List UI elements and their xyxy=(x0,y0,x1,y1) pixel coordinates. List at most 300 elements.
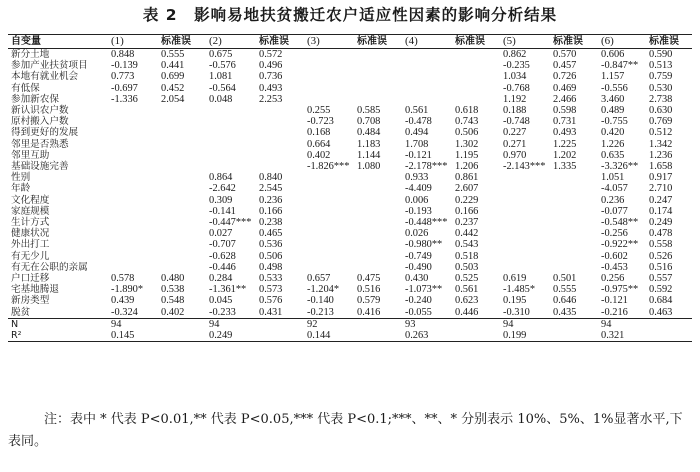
table-cell xyxy=(256,318,304,330)
table-cell: 0.861 xyxy=(455,172,479,184)
row-label: R² xyxy=(11,330,22,342)
table-cell: 0.538 xyxy=(161,284,185,296)
table-cell xyxy=(158,262,206,273)
table-cell: 0.516 xyxy=(649,261,673,273)
table-cell: -2.143*** xyxy=(503,161,546,173)
table-cell: 0.555 xyxy=(161,49,185,60)
table-cell: 0.592 xyxy=(649,284,673,296)
table-cell: 0.525 xyxy=(455,273,479,285)
table-cell: -0.602 xyxy=(601,250,628,262)
table-cell: 0.435 xyxy=(553,306,577,318)
table-cell: 1.080 xyxy=(357,161,381,173)
table-cell xyxy=(550,206,598,217)
table-cell: 0.618 xyxy=(455,105,479,117)
table-cell: 1.192 xyxy=(503,93,527,105)
table-cell: 1.157 xyxy=(601,71,625,83)
table-cell: 0.533 xyxy=(259,273,283,285)
table-cell: -0.707 xyxy=(209,239,236,251)
table-cell: 0.598 xyxy=(553,105,577,117)
table-row xyxy=(8,116,692,127)
table-cell xyxy=(108,217,158,228)
table-cell xyxy=(354,49,402,61)
table-note: 注：表中 * 代表 P<0.01,** 代表 P<0.05,*** 代表 P<0.1;***、**、* 分别表示 10%、5%、1%显著水平,下表同。 xyxy=(8,412,683,449)
table-cell xyxy=(550,195,598,206)
table-cell: 0.623 xyxy=(455,295,479,307)
table-cell xyxy=(108,150,158,161)
table-row xyxy=(8,295,692,306)
table-row xyxy=(8,105,692,116)
table-cell: -0.213 xyxy=(307,306,334,318)
table-cell xyxy=(402,83,452,94)
table-cell: 0.561 xyxy=(405,105,429,117)
regression-table xyxy=(8,34,692,342)
table-cell: 0.475 xyxy=(357,273,381,285)
table-cell xyxy=(500,239,550,250)
table-cell: -1.336 xyxy=(111,93,138,105)
table-cell: -2.178*** xyxy=(405,161,448,173)
header-std-error: 标准误 xyxy=(158,35,206,49)
table-cell: -0.975** xyxy=(601,284,639,296)
table-cell: 2.607 xyxy=(455,183,479,195)
table-cell: 0.271 xyxy=(503,138,527,150)
table-cell: 0.402 xyxy=(307,149,331,161)
table-title: 表 2 影响易地扶贫搬迁农户适应性因素的影响分析结果 xyxy=(142,6,558,24)
row-label: 邻里互助 xyxy=(11,149,50,161)
table-cell: 2.253 xyxy=(259,93,283,105)
row-label: 外出打工 xyxy=(11,239,50,251)
table-cell xyxy=(256,105,304,116)
table-cell xyxy=(256,127,304,138)
table-cell: 0.657 xyxy=(307,273,331,285)
table-cell: -1.485* xyxy=(503,284,536,296)
table-cell xyxy=(354,262,402,273)
table-cell xyxy=(354,228,402,239)
table-row xyxy=(8,273,692,284)
table-cell xyxy=(550,251,598,262)
table-cell: -1.826*** xyxy=(307,161,350,173)
table-cell: 0.321 xyxy=(601,330,625,342)
table-cell: 0.518 xyxy=(455,250,479,262)
table-cell xyxy=(452,83,500,94)
table-cell: 0.579 xyxy=(357,295,381,307)
table-cell: 94 xyxy=(108,318,158,330)
table-cell: -0.240 xyxy=(405,295,432,307)
table-row xyxy=(8,94,692,105)
table-row xyxy=(8,284,692,295)
table-cell: -0.749 xyxy=(405,250,432,262)
table-cell: 0.484 xyxy=(357,127,381,139)
table-cell xyxy=(108,105,158,116)
table-cell xyxy=(158,318,206,330)
table-cell: 94 xyxy=(500,318,550,330)
table-cell: 1.051 xyxy=(601,172,625,184)
table-cell xyxy=(304,262,354,273)
table-cell: 0.743 xyxy=(455,116,479,128)
table-cell xyxy=(256,116,304,127)
table-cell: 0.229 xyxy=(455,194,479,206)
table-cell: -4.057 xyxy=(601,183,628,195)
table-cell xyxy=(354,330,402,342)
table-cell: 0.513 xyxy=(649,60,673,72)
table-cell: 2.545 xyxy=(259,183,283,195)
table-cell xyxy=(256,150,304,161)
table-cell xyxy=(256,161,304,172)
row-label: 有低保 xyxy=(11,82,40,94)
table-cell: -0.768 xyxy=(503,82,530,94)
table-cell: 1.302 xyxy=(455,138,479,150)
table-cell xyxy=(354,217,402,228)
table-cell: 0.512 xyxy=(649,127,673,139)
table-cell xyxy=(354,94,402,105)
table-cell: 0.585 xyxy=(357,105,381,117)
table-cell: 0.543 xyxy=(455,239,479,251)
table-cell xyxy=(354,71,402,82)
table-cell: 0.635 xyxy=(601,149,625,161)
table-cell xyxy=(108,195,158,206)
header-variable: 自变量 xyxy=(8,35,108,49)
table-cell: 0.506 xyxy=(455,127,479,139)
row-label: 新认识农户数 xyxy=(11,105,69,117)
table-cell xyxy=(354,251,402,262)
table-cell: -0.310 xyxy=(503,306,530,318)
table-cell: 0.862 xyxy=(503,49,527,60)
table-row xyxy=(8,195,692,206)
header-row xyxy=(8,35,692,49)
table-cell: -0.141 xyxy=(209,205,236,217)
table-cell: 0.503 xyxy=(455,261,479,273)
table-cell: 0.646 xyxy=(553,295,577,307)
table-cell: 94 xyxy=(206,318,256,330)
row-label: 基础设施完善 xyxy=(11,161,69,173)
table-cell: 0.498 xyxy=(259,261,283,273)
table-cell: -0.121 xyxy=(405,149,432,161)
table-cell: 0.309 xyxy=(209,194,233,206)
row-label: 有无在公职的亲属 xyxy=(11,261,88,273)
table-row xyxy=(8,83,692,94)
table-row xyxy=(8,71,692,82)
table-cell: -0.447*** xyxy=(209,217,252,229)
table-cell xyxy=(206,150,256,161)
table-cell: -4.409 xyxy=(405,183,432,195)
table-row xyxy=(8,217,692,228)
table-cell: -0.576 xyxy=(209,60,236,72)
table-cell xyxy=(646,330,692,342)
table-cell: 0.166 xyxy=(259,205,283,217)
table-cell: 0.572 xyxy=(259,49,283,60)
table-cell: 0.769 xyxy=(649,116,673,128)
table-cell: 0.573 xyxy=(259,284,283,296)
table-cell: 0.684 xyxy=(649,295,673,307)
table-cell: 1.081 xyxy=(209,71,233,83)
table-cell xyxy=(256,330,304,342)
table-cell xyxy=(500,217,550,228)
table-cell: -0.556 xyxy=(601,82,628,94)
table-cell: 0.469 xyxy=(553,82,577,94)
table-cell: 0.145 xyxy=(111,330,135,342)
table-cell: 1.202 xyxy=(553,149,577,161)
table-cell xyxy=(500,228,550,239)
table-cell xyxy=(646,318,692,330)
row-label: 宅基地腾退 xyxy=(11,284,59,296)
table-cell: 0.493 xyxy=(553,127,577,139)
table-cell xyxy=(354,239,402,250)
table-cell: -0.324 xyxy=(111,306,138,318)
table-cell xyxy=(304,217,354,228)
table-row xyxy=(8,318,692,330)
table-cell xyxy=(108,251,158,262)
table-cell: 1.335 xyxy=(553,161,577,173)
table-cell: 0.027 xyxy=(209,228,233,240)
table-row xyxy=(8,307,692,319)
table-cell: 0.416 xyxy=(357,306,381,318)
table-cell xyxy=(304,83,354,94)
table-cell: 0.045 xyxy=(209,295,233,307)
table-row xyxy=(8,139,692,150)
table-row xyxy=(8,206,692,217)
row-label: 原村搬入户数 xyxy=(11,116,69,128)
row-label: 有无少儿 xyxy=(11,250,50,262)
table-cell: -0.697 xyxy=(111,82,138,94)
table-cell xyxy=(256,139,304,150)
table-cell: 0.188 xyxy=(503,105,527,117)
table-cell xyxy=(452,71,500,82)
table-cell: 0.675 xyxy=(209,49,233,60)
table-cell: 0.238 xyxy=(259,217,283,229)
table-cell: 0.606 xyxy=(601,49,625,60)
table-cell: -0.478 xyxy=(405,116,432,128)
table-cell: -0.121 xyxy=(601,295,628,307)
table-cell: 0.446 xyxy=(455,306,479,318)
table-cell: 0.465 xyxy=(259,228,283,240)
table-cell xyxy=(158,172,206,183)
table-cell xyxy=(550,318,598,330)
table-cell xyxy=(158,228,206,239)
table-cell: 0.699 xyxy=(161,71,185,83)
row-label: 得到更好的发展 xyxy=(11,127,79,139)
table-cell: 1.708 xyxy=(405,138,429,150)
table-cell xyxy=(304,94,354,105)
table-cell: 0.431 xyxy=(259,306,283,318)
row-label: 户口迁移 xyxy=(11,273,50,285)
table-cell: 0.166 xyxy=(455,205,479,217)
table-cell: 0.496 xyxy=(259,60,283,72)
table-cell xyxy=(158,330,206,342)
table-cell xyxy=(402,94,452,105)
table-cell: -0.723 xyxy=(307,116,334,128)
table-cell: 0.530 xyxy=(649,82,673,94)
table-cell: 0.731 xyxy=(553,116,577,128)
table-cell: 0.557 xyxy=(649,273,673,285)
table-cell: 1.183 xyxy=(357,138,381,150)
table-cell: 0.402 xyxy=(161,306,185,318)
table-cell: 0.864 xyxy=(209,172,233,184)
table-cell: 0.708 xyxy=(357,116,381,128)
table-cell: 0.501 xyxy=(553,273,577,285)
table-cell: 0.048 xyxy=(209,93,233,105)
table-cell: 0.144 xyxy=(307,330,331,342)
table-cell xyxy=(206,127,256,138)
table-cell xyxy=(158,217,206,228)
table-cell: 0.249 xyxy=(209,330,233,342)
table-cell: 0.664 xyxy=(307,138,331,150)
table-cell: 0.576 xyxy=(259,295,283,307)
header-model-1: (1) xyxy=(108,35,158,49)
table-cell xyxy=(158,206,206,217)
table-cell xyxy=(304,60,354,71)
table-cell: 0.970 xyxy=(503,149,527,161)
table-cell: -0.755 xyxy=(601,116,628,128)
table-cell xyxy=(206,105,256,116)
table-cell: 1.034 xyxy=(503,71,527,83)
table-cell: 0.199 xyxy=(503,330,527,342)
header-model-5: (5) xyxy=(500,35,550,49)
header-std-error: 标准误 xyxy=(550,35,598,49)
table-cell: 2.738 xyxy=(649,93,673,105)
table-cell xyxy=(550,172,598,183)
table-cell: 1.225 xyxy=(553,138,577,150)
table-cell xyxy=(354,195,402,206)
table-cell: 0.570 xyxy=(553,49,577,60)
table-cell xyxy=(108,172,158,183)
table-cell xyxy=(452,330,500,342)
table-cell xyxy=(158,251,206,262)
table-cell: 0.006 xyxy=(405,194,429,206)
table-cell xyxy=(158,139,206,150)
table-cell xyxy=(304,71,354,82)
table-cell: 1.236 xyxy=(649,149,673,161)
table-cell xyxy=(500,195,550,206)
table-cell xyxy=(452,318,500,330)
table-cell xyxy=(304,239,354,250)
table-cell: -2.642 xyxy=(209,183,236,195)
table-cell: -0.139 xyxy=(111,60,138,72)
table-cell xyxy=(108,161,158,172)
row-label: 新房类型 xyxy=(11,295,50,307)
table-cell xyxy=(304,206,354,217)
table-cell: 0.933 xyxy=(405,172,429,184)
table-cell xyxy=(304,195,354,206)
table-cell xyxy=(500,172,550,183)
table-cell xyxy=(452,49,500,61)
table-cell: 0.619 xyxy=(503,273,527,285)
table-cell xyxy=(550,228,598,239)
table-cell xyxy=(304,251,354,262)
table-cell xyxy=(108,262,158,273)
table-cell: 0.561 xyxy=(455,284,479,296)
table-cell: 94 xyxy=(598,318,646,330)
row-label: 脱贫 xyxy=(11,306,31,318)
header-std-error: 标准误 xyxy=(354,35,402,49)
table-cell: 1.195 xyxy=(455,149,479,161)
row-label: 本地有就业机会 xyxy=(11,71,79,83)
row-label: 年龄 xyxy=(11,183,31,195)
table-row xyxy=(8,172,692,183)
table-cell xyxy=(354,318,402,330)
table-cell: -0.446 xyxy=(209,261,236,273)
table-cell: 0.478 xyxy=(649,228,673,240)
table-cell: 0.548 xyxy=(161,295,185,307)
table-row xyxy=(8,251,692,262)
table-cell: -0.564 xyxy=(209,82,236,94)
table-cell xyxy=(402,49,452,61)
table-cell: 0.773 xyxy=(111,71,135,83)
table-cell xyxy=(158,161,206,172)
table-cell: -0.448*** xyxy=(405,217,448,229)
table-cell: 0.917 xyxy=(649,172,673,184)
table-cell: 0.236 xyxy=(601,194,625,206)
table-cell xyxy=(108,183,158,194)
table-cell xyxy=(158,127,206,138)
row-label: 健康状况 xyxy=(11,228,50,240)
header-model-3: (3) xyxy=(304,35,354,49)
table-cell xyxy=(354,206,402,217)
table-cell: 93 xyxy=(402,318,452,330)
table-cell: 0.493 xyxy=(259,82,283,94)
row-label: 参加新农保 xyxy=(11,93,59,105)
table-row xyxy=(8,161,692,172)
table-cell: 0.489 xyxy=(601,105,625,117)
table-cell: 2.466 xyxy=(553,93,577,105)
table-cell: 2.054 xyxy=(161,93,185,105)
row-label: 性别 xyxy=(11,172,31,184)
table-cell xyxy=(452,60,500,71)
row-label: 新分土地 xyxy=(11,49,50,60)
table-cell: 0.536 xyxy=(259,239,283,251)
table-cell xyxy=(550,239,598,250)
header-std-error: 标准误 xyxy=(256,35,304,49)
table-cell: 0.630 xyxy=(649,105,673,117)
table-cell: -0.628 xyxy=(209,250,236,262)
table-cell: 0.840 xyxy=(259,172,283,184)
table-cell: 0.420 xyxy=(601,127,625,139)
table-cell: -3.326** xyxy=(601,161,639,173)
table-cell xyxy=(354,83,402,94)
table-cell: -1.890* xyxy=(111,284,144,296)
row-label: 文化程度 xyxy=(11,194,50,206)
table-cell: 0.480 xyxy=(161,273,185,285)
table-cell: -0.055 xyxy=(405,306,432,318)
table-cell xyxy=(108,127,158,138)
table-cell: 0.848 xyxy=(111,49,135,60)
table-cell: 0.759 xyxy=(649,71,673,83)
table-cell xyxy=(108,206,158,217)
table-cell xyxy=(304,228,354,239)
table-cell: -1.204* xyxy=(307,284,340,296)
table-cell: 2.710 xyxy=(649,183,673,195)
header-std-error: 标准误 xyxy=(452,35,500,49)
table-cell xyxy=(550,217,598,228)
table-cell xyxy=(206,139,256,150)
table-cell: -0.233 xyxy=(209,306,236,318)
table-cell: 0.168 xyxy=(307,127,331,139)
table-row xyxy=(8,150,692,161)
table-cell: 1.144 xyxy=(357,149,381,161)
table-cell xyxy=(304,183,354,194)
table-cell xyxy=(206,116,256,127)
table-cell xyxy=(158,183,206,194)
table-cell xyxy=(108,239,158,250)
table-cell: 0.578 xyxy=(111,273,135,285)
table-cell: -1.361** xyxy=(209,284,247,296)
table-cell: -0.548** xyxy=(601,217,639,229)
table-cell xyxy=(354,60,402,71)
table-cell xyxy=(158,116,206,127)
table-cell: 3.460 xyxy=(601,93,625,105)
table-cell xyxy=(108,139,158,150)
table-cell: 0.256 xyxy=(601,273,625,285)
table-cell xyxy=(354,183,402,194)
table-cell: 0.726 xyxy=(553,71,577,83)
